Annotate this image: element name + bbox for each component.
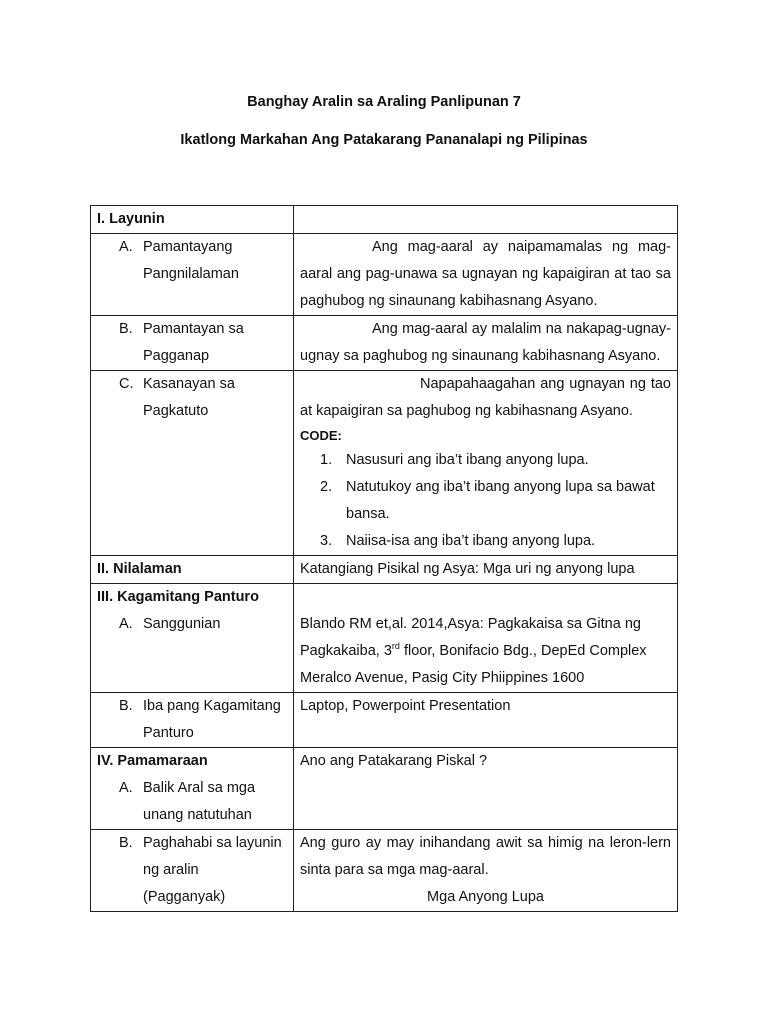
item-letter: A. xyxy=(119,780,133,796)
item-letter: A. xyxy=(119,616,133,632)
table-row xyxy=(91,584,678,693)
table-row xyxy=(91,234,678,316)
content-cell xyxy=(294,316,678,371)
empty-cell xyxy=(294,206,678,234)
item-label: Pamantayan sa xyxy=(143,321,244,337)
code-label: CODE: xyxy=(300,428,342,443)
document-title: Banghay Aralin sa Araling Panlipunan 7 xyxy=(247,94,521,110)
content-cell xyxy=(294,830,678,912)
list-item: 3. Naiisa-isa ang iba’t ibang anyong lupa. xyxy=(320,533,596,549)
item-label: Sanggunian xyxy=(143,616,221,632)
table-row xyxy=(91,206,678,234)
label-cell xyxy=(91,371,294,556)
list-item: 1. Nasusuri ang iba’t ibang anyong lupa. xyxy=(320,452,589,468)
section-header-nilalaman: II. Nilalaman xyxy=(97,561,182,577)
lesson-plan-table xyxy=(90,205,678,912)
content-text: Ang guro ay may inihandang awit sa himig na leron-lern sinta para sa mga mag-aaral. xyxy=(300,835,671,878)
document-subtitle: Ikatlong Markahan Ang Patakarang Pananalapi ng Pilipinas xyxy=(180,132,588,148)
content-cell xyxy=(294,584,678,693)
content-cell xyxy=(294,234,678,316)
item-letter: C. xyxy=(119,376,134,392)
content-text: Napapahaagahan ang ugnayan ng tao at kapaigiran sa paghubog ng kabihasnang Asyano. xyxy=(300,376,671,419)
label-cell xyxy=(91,316,294,371)
label-cell xyxy=(91,234,294,316)
content-cell xyxy=(294,556,678,584)
section-header-layunin: I. Layunin xyxy=(97,211,165,227)
item-label: Pagganap xyxy=(143,348,210,364)
song-title: Mga Anyong Lupa xyxy=(427,889,544,905)
item-label: Kasanayan sa xyxy=(143,376,235,392)
item-letter: B. xyxy=(119,835,133,851)
item-label: Pamantayang xyxy=(143,239,233,255)
table-row xyxy=(91,371,678,556)
content-text: Ang mag-aaral ay malalim na nakapag-ugnay-ugnay sa paghubog ng sinaunang kabihasnang Asyano. xyxy=(300,321,671,364)
content-text: Ang mag-aaral ay naipamamalas ng mag-aaral ang pag-unawa sa ugnayan ng kapaigiran at tao sa paghubog ng sinaunang kabihasnang Asyano. xyxy=(300,239,671,309)
code-list xyxy=(300,447,671,555)
content-cell xyxy=(294,371,678,556)
content-cell xyxy=(294,748,678,830)
label-cell xyxy=(91,830,294,912)
item-letter: B. xyxy=(119,698,133,714)
content-cell xyxy=(294,693,678,748)
item-label: Paghahabi sa layunin xyxy=(143,835,282,851)
reference-text: Blando RM et,al. 2014,Asya: Pagkakaisa sa Gitna ng Pagkakaiba, 3rd floor, Bonifacio Bdg., DepEd Complex Meralco Avenue, Pasig City Phiippines 1600 xyxy=(300,616,647,686)
item-label: Balik Aral sa mga xyxy=(143,780,256,796)
section-header-cell xyxy=(91,556,294,584)
table-row xyxy=(91,693,678,748)
item-label: Pagkatuto xyxy=(143,403,209,419)
table-row xyxy=(91,556,678,584)
item-label: Panturo xyxy=(143,725,194,741)
label-cell xyxy=(91,693,294,748)
section-header-pamamaraan: IV. Pamamaraan xyxy=(97,753,208,769)
item-letter: B. xyxy=(119,321,133,337)
item-label: Iba pang Kagamitang xyxy=(143,698,281,714)
table-row xyxy=(91,316,678,371)
content-text: Laptop, Powerpoint Presentation xyxy=(300,698,511,714)
item-label: ng aralin xyxy=(143,862,199,878)
item-label: (Pagganyak) xyxy=(143,889,226,905)
item-letter: A. xyxy=(119,239,133,255)
section-header-cell xyxy=(91,206,294,234)
content-text: Katangiang Pisikal ng Asya: Mga uri ng anyong lupa xyxy=(300,561,635,577)
table-row xyxy=(91,748,678,830)
content-text: Ano ang Patakarang Piskal ? xyxy=(300,753,488,769)
item-label: Pangnilalaman xyxy=(143,266,239,282)
list-item: 2. Natutukoy ang iba’t ibang anyong lupa sa bawat bansa. xyxy=(320,479,655,522)
label-cell xyxy=(91,584,294,693)
table-row xyxy=(91,830,678,912)
label-cell xyxy=(91,748,294,830)
item-label: unang natutuhan xyxy=(143,807,252,823)
section-header-kagamitan: III. Kagamitang Panturo xyxy=(97,589,259,605)
